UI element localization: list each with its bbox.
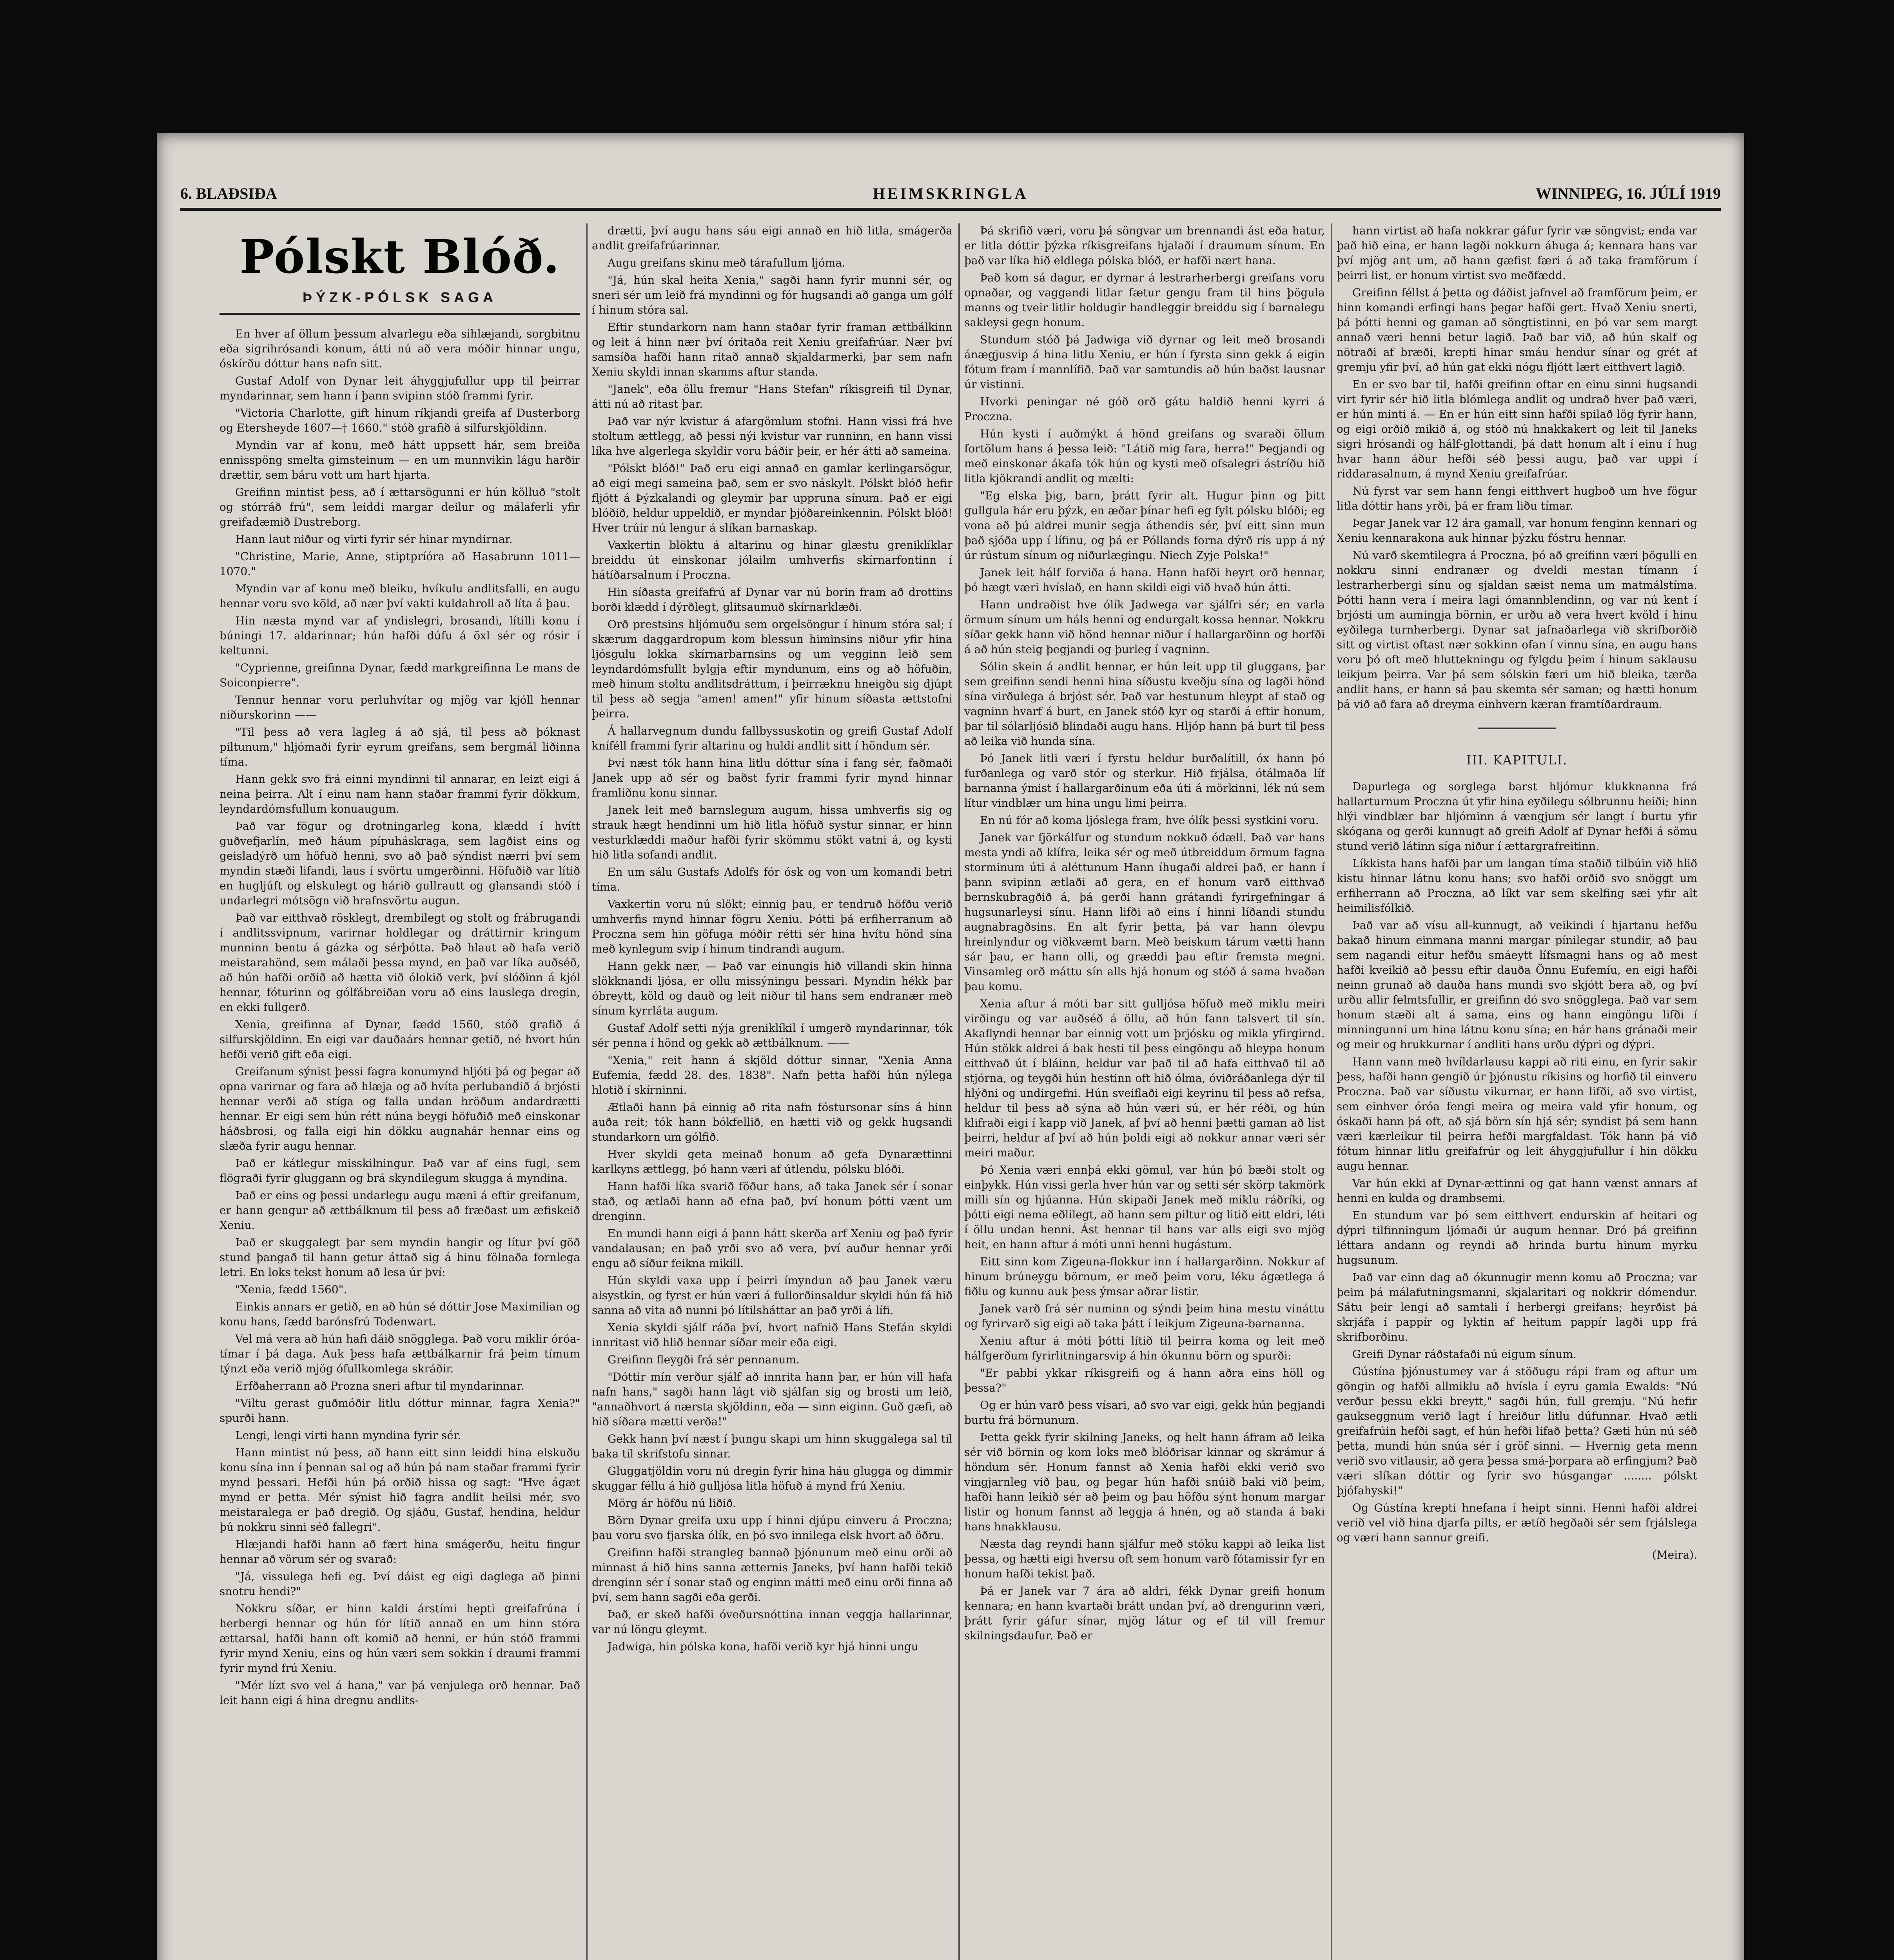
- paragraph: Sólin skein á andlit hennar, er hún leit upp til gluggans, þar sem greifinn sendi henni hina síðustu kveðju sína og lagði hönd sína virðulega á brjóst sér. Það var hestunum hleypt af stað og vagninn hvarf á burt, en Janek stóð kyr og starði á eftir honum, þar til sólarljósið blindaði augu hans. Hljóp hann þá burt til þess að leika við hunda sína.: [964, 660, 1325, 748]
- paragraph: Myndin var af konu með bleiku, hvíkulu andlitsfalli, en augu hennar voru svo köld, að nær því vakti kuldahroll að líta á þau.: [220, 582, 580, 610]
- chapter-heading: III. KAPITULI.: [1466, 753, 1568, 768]
- paragraph: Myndin var af konu, með hátt uppsett hár, sem breiða ennisspöng smelta gimsteinum — en um munnvikin lágu harðir drættir, sem báru vott um hart hjarta.: [220, 439, 580, 481]
- paragraph: Og Gústína krepti hnefana í heipt sinni. Henni hafði aldrei verið vel við hina djarfa pilts, er ætíð hegðaði sér sem frjálslega og væri hann sannur greifi.: [1337, 1501, 1697, 1544]
- paragraph: Janek leit hálf forviða á hana. Hann hafði heyrt orð hennar, þó hægt væri hvíslað, en hann skildi eigi við hvað hún átti.: [964, 566, 1325, 594]
- paragraph: Janek var fjörkálfur og stundum nokkuð ódæll. Það var hans mesta yndi að klífra, leika sér og með útbreiddum örmum fagna storminum úti á aléttunum Hann íhugaði aldrei það, er hann í þann svipinn ætlaði að gera, en ef honum varð eitthvað bernskubragðið á, þá gerði hann grátandi fyrirgefningar á hugsunarleysi sínu. Hann lifði að eins í hinni líðandi stundu augnabragðsins. En alt fyrir þetta, þá var hann ólevpu hreinlyndur og viðkvæmt barn. Með beiskum tárum vætti hann sár þau, er hann olli, og græddi þau eftir fremsta megni. Vinsamleg orð máttu sín alls hjá honum og stóð á sama hvaðan þau komu.: [964, 831, 1325, 993]
- page-label: 6. BLAÐSIÐA: [180, 185, 277, 202]
- paragraph: Greifinn mintist þess, að í ættarsögunni er hún kölluð "stolt og stórráð frú", sem leiddi margar deilur og málaferli yfir greifadæmið Dustreborg.: [220, 486, 580, 528]
- paragraph: Það, er skeð hafði óveðursnóttina innan veggja hallarinnar, var nú löngu gleymt.: [592, 1608, 952, 1636]
- paragraph: Gustaf Adolf von Dynar leit áhyggjufullur upp til þeirrar myndarinnar, sem hann í þann svipinn stóð frammi fyrir.: [220, 374, 580, 402]
- paragraph: Hin síðasta greifafrú af Dynar var nú borin fram að drottins borði klædd í dýrðlegt, glitsaumuð skírnarklæði.: [592, 586, 952, 613]
- paragraph: Greifinn fleygði frá sér pennanum.: [608, 1353, 800, 1366]
- paragraph: Þá er Janek var 7 ára að aldri, fékk Dynar greifi honum kennara; en hann kvartaði brátt undan því, að drengurinn væri, þrátt fyrir gáfur sínar, mjög látur og ef til vill fremur skilningsdaufur. Það er: [964, 1584, 1325, 1642]
- paragraph: Það kom sá dagur, er dyrnar á lestrarherbergi greifans voru opnaðar, og vaggandi litlar fætur gengu fram til hins þögula manns og tveir litlir holdugir handleggir breiddu sig í barnalegu sakleysi gegn honum.: [964, 271, 1325, 329]
- paragraph: En stundum var þó sem eitthvert endurskin af heitari og dýpri tilfinningum ljómaði úr augum hennar. Dró þá greifinn léttara andann og reyndi að hrinda burtu hinum myrku hugsunum.: [1337, 1209, 1697, 1267]
- paragraph: Þegar Janek var 12 ára gamall, var honum fenginn kennari og Xeniu kennarakona auk hinnar þýzku fóstru hennar.: [1337, 517, 1697, 544]
- paragraph: Því næst tók hann hina litlu dóttur sína í fang sér, faðmaði Janek upp að sér og baðst fyrir frammi fyrir mynd hinnar framliðnu konu sinnar.: [592, 757, 952, 799]
- paragraph: Hin næsta mynd var af yndislegri, brosandi, lítilli konu í búningi 17. aldarinnar; hún hafði dúfu á öxl sér og rósir í keltunni.: [220, 614, 580, 657]
- paragraph: Vaxkertin voru nú slökt; einnig þau, er tendruð höfðu verið umhverfis mynd hinnar fögru Xeniu. Þótti þá erfiherranum að Proczna sem hin göfuga móðir rétti sér hina hvítu hönd sína með kynlegum svip í hinum tindrandi augum.: [592, 898, 952, 955]
- column-4: [1337, 223, 1697, 1960]
- paragraph: Nú varð skemtilegra á Proczna, þó að greifinn væri þögulli en nokkru sinni endranær og dveldi mestan tímann í lestrarherbergi sínu og sjaldan sæist nema um matmálstíma. Þótti hann vera í meira lagi ómannblendinn, og var nú kent í brjósti um aumingja börnin, er urðu að vera hvert kvöld í hinu eyðilega turnherbergi. Dynar sat jafnaðarlega við skrifborðið sitt og virtist oftast nær sokkinn ofan í vinnu sína, en augu hans voru þó oft með hluttekningu og fylgdu þeim í hinum saklausu leikjum þeirra. Var þá sem sólskin færi um hið bleika, tærða andlit hans, er hann sá þau skemta sér saman; og hætti honum þá við að fara að dreyma einhvern kæran framtíðardraum.: [1337, 549, 1697, 711]
- paragraph: "Xenia," reit hann á skjöld dóttur sinnar, "Xenia Anna Eufemia, fædd 28. des. 1838". Nafn þetta hafði hún nýlega hlotið í skírninni.: [592, 1054, 952, 1096]
- column-2: [592, 223, 952, 1960]
- paragraph: Jadwiga, hin pólska kona, hafði verið kyr hjá hinni ungu: [608, 1640, 918, 1653]
- paragraph: "Já, vissulega hefi eg. Því dáist eg eigi daglega að þinni snotru hendi?": [220, 1570, 580, 1598]
- column-text: [592, 223, 952, 1654]
- story-signoff: (Meira).: [1652, 1548, 1697, 1561]
- paragraph: "Viltu gerast guðmóðir litlu dóttur minnar, fagra Xenia?" spurði hann.: [220, 1397, 580, 1425]
- column-divider: [958, 223, 960, 1960]
- paragraph: Og er hún varð þess vísari, að svo var eigi, gekk hún þegjandi burtu frá börnunum.: [964, 1399, 1325, 1426]
- paragraph: Xenia skyldi sjálf ráða því, hvort nafnið Hans Stefán skyldi innritast við hlið hennar síðar meir eða eigi.: [592, 1321, 952, 1349]
- masthead: [180, 180, 1721, 211]
- paragraph: Greifi Dynar ráðstafaði nú eigum sínum.: [1352, 1348, 1577, 1361]
- paragraph: Gustaf Adolf setti nýja greniklíkil í umgerð myndarinnar, tók sér penna í hönd og gekk að ættbálknum. ——: [592, 1022, 952, 1049]
- column-text: [220, 327, 580, 1708]
- column-text: [964, 223, 1325, 1643]
- paragraph: Hann vann með hvíldarlausu kappi að riti einu, en fyrir sakir þess, hafði hann gengið úr þjónustu ríkisins og horfið til einveru Proczna. Það var síðustu vikurnar, er hann lifði, að svo virtist, sem einhver óróa fengi meira og meira vald yfir honum, og óskaði hann þá oft, að sjá börn sín hjá sér; syndist þá sem hann væri kærleikur til þeirra hefði margfaldast. Tók hann þá við fótum hinnar litlu greifafrúr og leit áhyggjufullur í hin dökku augu hennar.: [1337, 1055, 1697, 1172]
- paragraph: Það var einn dag að ókunnugir menn komu að Proczna; var þeim þá málafutningsmanni, skjalaritari og nokkrir dómendur. Sátu þeir lengi að samtali í herbergi greifans; heyrðist þá skrjáfa í pappír og lyktin af heitum pappír lagði upp frá skrifborðinu.: [1337, 1271, 1697, 1343]
- paragraph: "Xenia, fædd 1560".: [235, 1283, 347, 1296]
- paragraph: Ætlaði hann þá einnig að rita nafn fóstursonar síns á hinn auða reit; tók hann bókfellið, en hætti við og gekk hugsandi stundarkorn um gólfið.: [592, 1101, 952, 1143]
- paragraph: Það er skuggalegt þar sem myndin hangir og lítur því göð stund þangað til hann getur áttað sig á hinu fölnaða fornlega letri. En loks tekst honum að lesa úr því:: [220, 1236, 580, 1279]
- paragraph: "Já, hún skal heita Xenia," sagði hann fyrir munni sér, og sneri sér um leið frá myndinni og fór hugsandi að ganga um gólf í hinum stóra sal.: [592, 274, 952, 316]
- paragraph: Stundum stóð þá Jadwiga við dyrnar og leit með brosandi ánægjusvip á hina litlu Xeniu, er hún í fyrsta sinn gekk á eigin fótum fram í mannlífið. Það var samtundis að hún baðst lausnar úr vistinni.: [964, 333, 1325, 391]
- paragraph: Janek varð frá sér numinn og sýndi þeim hina mestu vináttu og fyrirvarð sig eigi að taka þátt í leikjum Zigeuna-barnanna.: [964, 1302, 1325, 1330]
- column-text: [1337, 223, 1697, 712]
- paragraph: Þá skrifið væri, voru þá söngvar um brennandi ást eða hatur, er litla dóttir þýzka ríkisgreifans hjalaði í draumum sínum. En það var líka hið eldlega pólska blóð, er hafði nært hana.: [964, 224, 1325, 267]
- paragraph: Börn Dynar greifa uxu upp í hinni djúpu einveru á Proczna; þau voru svo fjarska ólík, en þó svo innilega elsk hvort að öðru.: [592, 1514, 952, 1542]
- story-title-block: [220, 231, 580, 315]
- paragraph: Augu greifans skinu með tárafullum ljóma.: [608, 256, 845, 269]
- paragraph: Einkis annars er getið, en að hún sé dóttir Jose Maximilian og konu hans, fædd barónsfrú Todenwart.: [220, 1300, 580, 1328]
- paragraph: Xenia aftur á móti bar sitt gulljósa höfuð með miklu meiri virðingu og var auðséð á öllu, að hún fann talsvert til sín. Akaflyndi hennar bar einnig vott um þrjósku og mikla yfirgirnd. Hún stökk aldrei á bak hesti til þess eingöngu að hleypa honum eitthvað út í bláinn, heldur var það til að hafa eitthvað til að stjórna, og teygði hún hestinn oft hið ólma, óviðráðanlega dýr til hlýðni og undirgefni. Hún sveiflaði eigi keyrinu til þess að refsa, heldur til þess að sýna að hún væri sú, er hér réði, og hún klifraði eigi í kapp við Janek, af því að henni þætti gaman að líst þeirri, heldur af því að hún þoldi eigi að nokkur annar væri sér meiri maður.: [964, 997, 1325, 1159]
- column-text-continued: [1337, 779, 1697, 1545]
- paragraph: "Cyprienne, greifinna Dynar, fædd markgreifinna Le mans de Soiconpierre".: [220, 661, 580, 689]
- paragraph: "Eg elska þig, barn, þrátt fyrir alt. Hugur þinn og þitt gullgula hár eru þýzk, en æðar þínar hefi eg fylt pólsku blóði; eg vona að þú aldrei munir segja áthendis sér, því eitt sinn mun það sjóða upp í lífinu, og þá er Póllands forna dýrð rís upp á ný úr rústum sínum og niðurlægingu. Niech Zyje Polska!": [964, 489, 1325, 562]
- paragraph: Gluggatjöldin voru nú dregin fyrir hina háu glugga og dimmir skuggar féllu á hið gulljósa litla höfuð á mynd frú Xeniu.: [592, 1465, 952, 1492]
- paragraph: En hver af öllum þessum alvarlegu eða sihlæjandi, sorgbitnu eða sigrihrósandi konum, átti nú að vera móðir hinnar ungu, óskírðu dóttur hans nafn sitt.: [220, 327, 580, 370]
- paragraph: Erfðaherrann að Prozna sneri aftur til myndarinnar.: [235, 1379, 524, 1392]
- paragraph: Hún kysti í auðmýkt á hönd greifans og svaraði öllum fortölum hans á þessa leið: "Látið mig fara, herra!" Þegjandi og með einskonar ákafa tók hún og kysti með ofsalegri ástríðu hið litla kjökrandi andlit og mælti:: [964, 427, 1325, 485]
- paragraph: Xenia, greifinna af Dynar, fædd 1560, stóð grafið á silfurskjöldinn. En eigi var dauðaárs hennar getið, né hvort hún hefði verið gift eða eigi.: [220, 1018, 580, 1061]
- paragraph: Það var fögur og drotningarleg kona, klædd í hvítt guðvefjarlín, með háum pípuháskraga, sem lagðist eins og geisladýrð um höfuð henni, svo að það sýndist nærri því sem myndin stæði lifandi, laus í svörtu umgerðinni. Höfuðið var lítið en hugljúft og elskulegt og hárið gullrautt og glansandi stóð í undarlegri mótsögn við hrafnsvörtu augun.: [220, 820, 580, 907]
- paper-name: HEIMSKRINGLA: [873, 185, 1029, 202]
- paragraph: Líkkista hans hafði þar um langan tíma staðið tilbúin við hlið kistu hinnar látnu konu hans; svo hafði orðið svo snöggt um erfiherrann að Proczna, að líkt var sem skelfing sæi yfir alt heimilisfólkið.: [1337, 857, 1697, 915]
- paragraph: Vel má vera að hún hafi dáið snögglega. Það voru miklir óróa-tímar í þá daga. Auk þess hafa ættbálkarnir frá þeim tímum týnzt eða verið mjög ófullkomlega skráðir.: [220, 1332, 580, 1375]
- paragraph: hann virtist að hafa nokkrar gáfur fyrir væ söngvist; enda var það hið eina, er hann lagði nokkurn áhuga á; kennara hans var því mjög ant um, að hann gæfist færi á að taka framförum í þeirri list, er honum virtist svo meðfædd.: [1337, 224, 1697, 282]
- column-3: [964, 223, 1325, 1960]
- paragraph: En um sálu Gustafs Adolfs fór ósk og von um komandi betri tíma.: [592, 866, 952, 893]
- story-title: Pólskt Blóð.: [239, 229, 560, 284]
- paragraph: Lengi, lengi virti hann myndina fyrir sér.: [235, 1429, 461, 1442]
- date-line: WINNIPEG, 16. JÚLÍ 1919: [1535, 185, 1721, 202]
- paragraph: "Dóttir mín verður sjálf að innrita hann þar, er hún vill hafa nafn hans," sagði hann lágt við sjálfan sig og brosti um leið, "annaðhvort á nærsta skjöldinn, eða — sinn eiginn. Guð gæfi, að hið síðara mætti verða!": [592, 1370, 952, 1428]
- paragraph: Hann gekk nær, — Það var einungis hið villandi skin hinna slökknandi ljósa, er ollu missýningu þessari. Myndin hékk þar óbreytt, köld og dauð og leit niður til hans sem endranær með sínum kyrrláta augum.: [592, 960, 952, 1017]
- paragraph: Janek leit með barnslegum augum, hissa umhverfis sig og strauk hægt hendinni um hið litla höfuð systur sinnar, er hinn vesturklæddi maður hafði fyrir skömmu stökt vatni á, og kysti hið litla sofandi andlit.: [592, 804, 952, 861]
- paragraph: En nú fór að koma ljóslega fram, hve ólík þessi systkini voru.: [980, 814, 1319, 827]
- paragraph: Þetta gekk fyrir skilning Janeks, og helt hann áfram að leika sér við börnin og kom loks með blóðrisar kinnar og skrámur á höndum sér. Honum fannst að Xenia hafði ekki verið svo vingjarnleg við þau, og þegar hún hafði snúið baki við þeim, hafði hann leikið sér að þeim og þau höfðu sýnt honum margar listir og honum fannst að leggja á hnén, og að standa á baki hans hnakklausu.: [964, 1431, 1325, 1533]
- newspaper-page: [157, 133, 1744, 1960]
- paragraph: En er svo bar til, hafði greifinn oftar en einu sinni hugsandi virt fyrir sér hið litla blómlega andlit og undrað hver það væri, er hún minti á. — En er hún eitt sinn hafði spilað lög fyrir hann, og eigi orðið mikið á, og stóð nú hnakkakert og leit til Janeks sigri hrósandi og hálf-glottandi, þá datt honum alt í einu í hug hvar hann áður hefði séð þessi augu, það var uppi í riddarasalnum, á mynd Xeniu greifafrúar.: [1337, 378, 1697, 480]
- paragraph: Hann hafði líka svarið föður hans, að taka Janek sér í sonar stað, og ætlaði hann að efna það, því honum þótti vænt um drenginn.: [592, 1180, 952, 1223]
- paragraph: Hann mintist nú þess, að hann eitt sinn leiddi hina elskuðu konu sína inn í þennan sal og að hún þá nam staðar frammi fyrir mynd þessari. Hefði hún þá orðið hissa og sagt: "Hve ágæt mynd er þetta. Mér sýnist hið fagra andlit heilsi mér, svo meistaralega er það dregið. Og sjáðu, Gustaf, hendina, heldur þú nokkru sinni séð fallegri".: [220, 1446, 580, 1534]
- paragraph: Hann gekk svo frá einni myndinni til annarar, en leizt eigi á neina þeirra. Alt í einu nam hann staðar frammi fyrir dökkum, leyndardómsfullum konuaugum.: [220, 773, 580, 815]
- column-divider: [1331, 223, 1332, 1960]
- paragraph: Hann undraðist hve ólík Jadwega var sjálfri sér; en varla örmum sínum um háls henni og endurgalt kossa hennar. Nokkru síðar gekk hann við hönd hennar niður í hallargarðinn og horfði á að hún steig þegjandi og þurleg í vagninn.: [964, 598, 1325, 656]
- paragraph: Xeniu aftur á móti þótti lítið til þeirra koma og leit með hálfgerðum fyrirlitningarsvip á hin ókunnu börn og spurði:: [964, 1334, 1325, 1362]
- paragraph: Dapurlega og sorglega barst hljómur klukknanna frá hallarturnum Proczna út yfir hina eyðilegu sólbrunnu heiði; hinn hlýi vindblær bar hljóminn á vængjum sér langt í burtu yfir skógana og gerði kunnugt að greifi Adolf af Dynar hefði á sömu stund verið látinn síga niður í ættargrafreitinn.: [1337, 780, 1697, 853]
- paragraph: Hlæjandi hafði hann að fært hina smágerðu, heitu fingur hennar að vörum sér og svarað:: [220, 1538, 580, 1566]
- paragraph: Hvorki peningar né góð orð gátu haldið henni kyrri á Proczna.: [964, 395, 1325, 423]
- paragraph: Mörg ár höfðu nú liðið.: [608, 1497, 736, 1510]
- paragraph: Tennur hennar voru perluhvítar og mjög var kjóll hennar niðurskorinn ——: [220, 693, 580, 721]
- paragraph: "Er pabbi ykkar ríkisgreifi og á hann aðra eins höll og þessa?": [964, 1367, 1325, 1394]
- paragraph: Næsta dag reyndi hann sjálfur með stóku kappi að leika list þessa, og hætti eigi hversu oft sem honum varð fótamissir fyr en honum hafði tekist það.: [964, 1537, 1325, 1580]
- paragraph: Hún skyldi vaxa upp í þeirri ímyndun að þau Janek væru alsystkin, og fyrst er hún væri á fullorðinsaldur skyldi hún fá hið sanna að vita að nunni þó lítilsháttar an það yrði á lífi.: [592, 1274, 952, 1317]
- paragraph: Hver skyldi geta meinað honum að gefa Dynarættinni karlkyns ættlegg, þó hann væri af útlendu, pólsku blóði.: [592, 1148, 952, 1176]
- paragraph: Greifinn hafði strangleg bannað þjónunum með einu orði að minnast á hið hins sanna ætternis Janeks, því hann hafði tekið drenginn sér í sonar stað og enginn mátti með einu orði finna að því, sem hann sagði eða gerði.: [592, 1546, 952, 1604]
- paragraph: Það er eins og þessi undarlegu augu mæni á eftir greifanum, er hann gengur að ættbálknum til þess að fræðast um æfiskeið Xeniu.: [220, 1189, 580, 1232]
- paragraph: "Victoria Charlotte, gift hinum ríkjandi greifa af Dusterborg og Etersheyde 1607—† 1660." stóð grafið á silfurskjöldinn.: [220, 407, 580, 434]
- paragraph: Það var eitthvað rösklegt, drembilegt og stolt og frábrugandi í andlitssvipnum, varirnar holdlegar og dráttirnir kringum munninn bentu á gázka og sérþótta. Það hlaut að hafa verið meistarahönd, sem málaði þessa mynd, en það var líka auðséð, að hún hafði orðið að hætta við ólokið verk, því slóðinn á kjól hennar, fóturinn og gólfábreiðan voru að eins lauslega dregin, en ekki fullgerð.: [220, 911, 580, 1014]
- paragraph: "Janek", eða öllu fremur "Hans Stefan" ríkisgreifi til Dynar, átti nú að ritast þar.: [592, 383, 952, 410]
- paragraph: Það er kátlegur misskilningur. Það var af eins fugl, sem flögraði fyrir gluggann og brá skyndilegum skugga á myndina.: [220, 1157, 580, 1185]
- story-subtitle: ÞÝZK-PÓLSK SAGA: [220, 290, 580, 315]
- paragraph: "Christine, Marie, Anne, stiptpríóra að Hasabrunn 1011—1070.": [220, 550, 580, 578]
- paragraph: drætti, því augu hans sáu eigi annað en hið litla, smágerða andlit greifafrúarinnar.: [592, 224, 952, 252]
- paragraph: Var hún ekki af Dynar-ættinni og gat hann vænst annars af henni en kulda og drambsemi.: [1337, 1177, 1697, 1205]
- paragraph: "Pólskt blóð!" Það eru eigi annað en gamlar kerlingarsögur, að eigi megi sameina það, sem er svo náskylt. Pólskt blóð hefir fljótt á Þýzkalandi og gleymir þar uppruna sínum. Það er eigi blóðið, heldur uppeldið, er myndar þjóðareinkennin. Pólskt blóð! Hver trúir nú lengur á slíkan barnaskap.: [592, 462, 952, 534]
- paragraph: Eitt sinn kom Zigeuna-flokkur inn í hallargarðinn. Nokkur af hinum brúneygu börnum, er með þeim voru, léku ágætlega á fiðlu og kunnu auk þess ýmsar aðrar listir.: [964, 1255, 1325, 1298]
- paragraph: "Mér lízt svo vel á hana," var þá venjulega orð hennar. Það leit hann eigi á hina dregnu andlits-: [220, 1679, 580, 1707]
- paragraph: Hann laut niður og virti fyrir sér hinar myndirnar.: [235, 533, 513, 546]
- paragraph: Gekk hann því næst í þungu skapi um hinn skuggalega sal til baka til skrifstofu sinnar.: [592, 1432, 952, 1460]
- paragraph: Orð prestsins hljómuðu sem orgelsöngur í hinum stóra sal; í skærum daggardropum kom blessun himinsins niður yfir hina ljósgulu lokka skírnarbarnsins og um vegginn leið sem leyndardómsfullt bylgja eftir myndunum, eins og að höfuðin, með hinum stoltu andlitsdráttum, í þeirræknu hneigðu sig djúpt til þess að segja "amen! amen!" yfir hinum síðasta ættstofni þeirra.: [592, 618, 952, 720]
- paragraph: Nú fyrst var sem hann fengi eitthvert hugboð um hve fögur litla dóttir hans yrði, þá er fram liðu tímar.: [1337, 485, 1697, 512]
- paragraph: En mundi hann eigi á þann hátt skerða arf Xeniu og það fyrir vandalausan; en það yrði svo að vera, því auður hennar yrði engu að síður feikna mikill.: [592, 1227, 952, 1270]
- paragraph: Á hallarvegnum dundu fallbyssuskotin og greifi Gustaf Adolf kníféll frammi fyrir altarinu og huldi andlit sitt í höndum sér.: [592, 724, 952, 752]
- paragraph: Það var nýr kvistur á afargömlum stofni. Hann vissi frá hve stoltum ættlegg, að þessi nýi kvistur var runninn, en hann vissi líka hve algerlega skyldir voru báðir þeir, er hér átti að sameina.: [592, 415, 952, 457]
- paragraph: "Til þess að vera lagleg á að sjá, til þess að þóknast piltunum," hljómaði fyrir eyrum greifans, sem bergmál liðinna tíma.: [220, 726, 580, 768]
- paragraph: Það var að vísu all-kunnugt, að veikindi í hjartanu hefðu bakað hinum einmana manni margar pínilegar stundir, að þau sem nagandi eitur hefðu smáeytt lífsmagni hans og að mest hafði kveikið að þessu eftir dauða Önnu Eufemíu, en eigi hafði neinn grunað að dauða hans mundi svo skjótt bera að, og því urðu allir felmtsfullir, er greifinn dó svo snögglega. Það var sem honum stæði alt á sama, eins og hann eingöngu lifði í minningunni um hina látnu konu sína; en hár hans gránaði meir og meir og hrukkurnar í andliti hans urðu dýpri og dýpri.: [1337, 919, 1697, 1051]
- column-divider: [586, 223, 588, 1960]
- paragraph: Gústína þjónustumey var á stöðugu rápi fram og aftur um göngin og hafði allmiklu að hvísla í eyru gamla Ewalds: "Nú verður þessu ekki breytt," sagði hún, full gremju. "Nú hefir gaukseggnum verið lagt í hreiður litlu dúfunnar. Hvað ætli greifafrúin hefði sagt, ef hún hefði lifað þetta? Gæti hún nú séð þetta, mundi hún snúa sér í gröf sinni. — Hvernig geta menn verið svo vitlausir, að gera þessa smá-þorpara að erfingjum? Það væri slíkan dóttir og fyrir svo húsgangar ........ pólskt þjófahyski!": [1337, 1365, 1697, 1497]
- paragraph: Greifinn féllst á þetta og dáðist jafnvel að framförum þeim, er hinn komandi erfingi hans þegar hafði gert. Hvað Xeniu snerti, þá þótti henni og gaman að söngtistinni, en þó var sem margt annað væri henni betur lagið. Það bar við, að hún skalf og nötraði af bræði, krepti hinar smáu hendur sínar og grét af gremju yfir því, að hún gat ekki nógu fljótt lært eitthvert lagið.: [1337, 286, 1697, 374]
- section-divider: [1478, 728, 1556, 729]
- paragraph: Greifanum sýnist þessi fagra konumynd hljóti þá og þegar að opna varirnar og fara að hlæja og að hvíta perlubandið á brjósti hennar verði að stíga og falla undan hröðum andardrætti hennar. Er eigi sem hún rétt núna beygi höfuðið með einskonar háðsbrosi, og falla eigi hin dökku augnahár hennar eins og slæða fyrir augu hennar.: [220, 1065, 580, 1152]
- paragraph: Nokkru síðar, er hinn kaldi árstími hepti greifafrúna í herbergi hennar og hún fór lítið annað en um hinn stóra ættarsal, hafði hann oft komið að henni, er hún stóð frammi fyrir mynd Xeniu, eins og hún væri sem sokkin í draumi frammi fyrir mynd frú Xeniu.: [220, 1602, 580, 1675]
- paragraph: Vaxkertin blöktu á altarinu og hinar glæstu greniklíklar breiddu út einskonar jólailm umhverfis skírnarfontinn í hátíðarsalnum í Proczna.: [592, 539, 952, 581]
- paragraph: Þó Janek litli væri í fyrstu heldur burðalítill, óx hann þó furðanlega og varð stór og sterkur. Hið frjálsa, ótálmaða líf barnanna ýmist í hallargarðinum eða úti á mörkinni, lék nú sem lítur vindblær um hina ungu limi þeirra.: [964, 752, 1325, 809]
- paragraph: Þó Xenia væri ennþá ekki gömul, var hún þó bæði stolt og einþykk. Hún vissi gerla hver hún var og setti sér skörp takmörk milli sín og hjúanna. Hún skipaði Janek með miklu ráðríki, og þótti eigi nema eðlilegt, að hann sem piltur og litið eitt eldri, léti í öllu undan henni. Ást hennar til hans var alls eigi svo mjög heit, en hann aftur á móti unni henni hugástum.: [964, 1163, 1325, 1251]
- column-1: [220, 223, 580, 1960]
- paragraph: Eftir stundarkorn nam hann staðar fyrir framan ættbálkinn og leit á hinn nær því óritaða reit Xeniu greifafrúar. Nær því samsíða hafði hann ritað annað skjaldarmerki, þar sem nafn Xeniu skyldi innan skamms aftur standa.: [592, 321, 952, 378]
